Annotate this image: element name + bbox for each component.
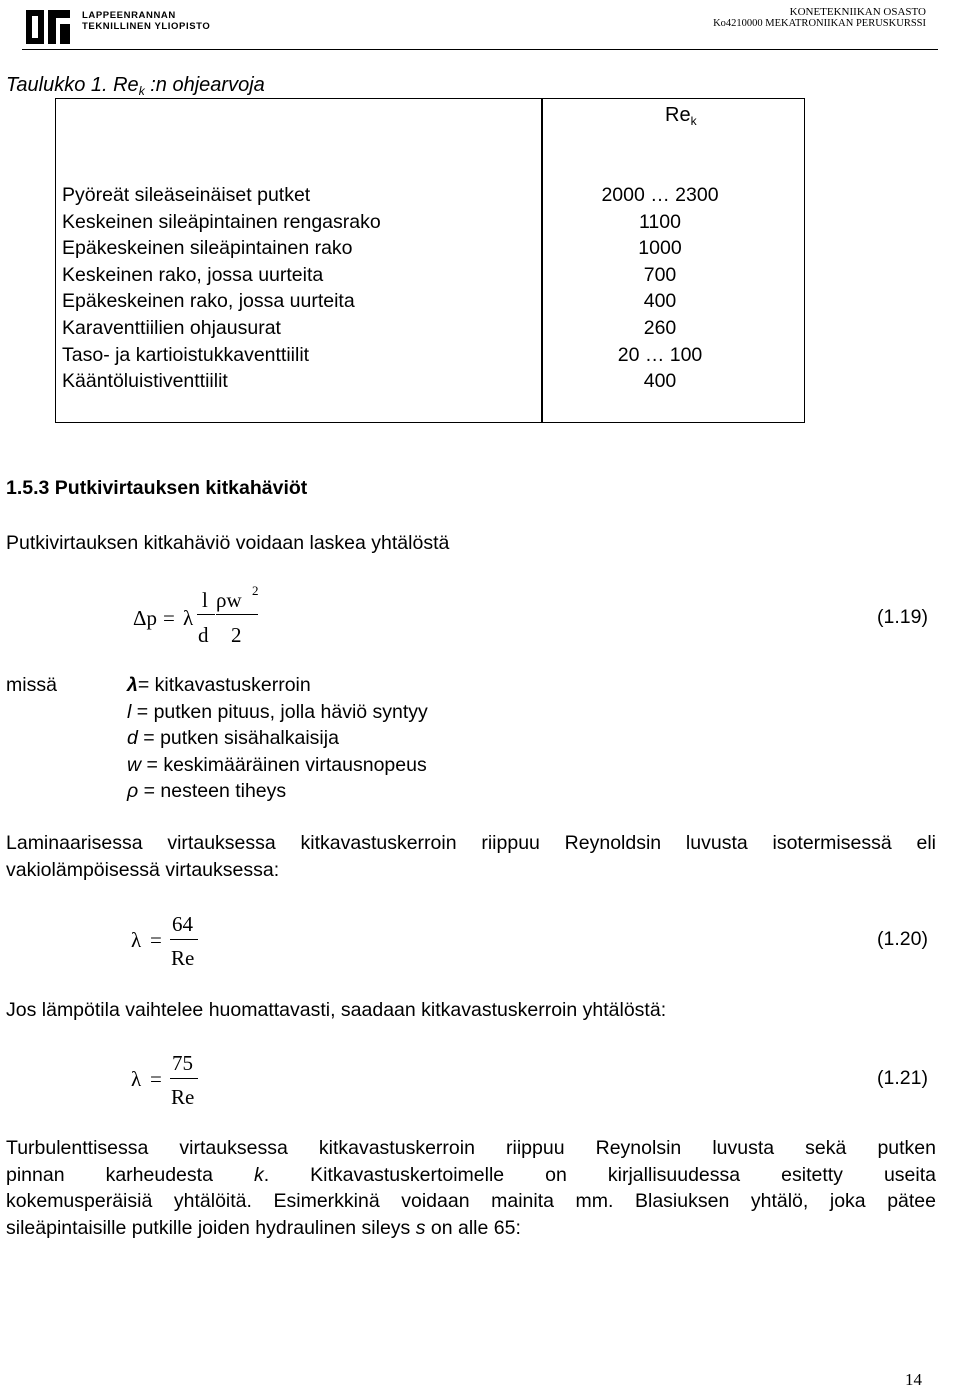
eq20-fraction-bar bbox=[170, 939, 198, 940]
turbulent-line-4 bbox=[6, 1215, 936, 1242]
turbulent-line-4-post: on alle 65: bbox=[425, 1216, 521, 1239]
table-row-label: Keskeinen sileäpintainen rengasrako bbox=[62, 210, 381, 233]
university-logo-icon bbox=[22, 4, 74, 48]
section-heading: 1.5.3 Putkivirtauksen kitkahäviöt bbox=[6, 477, 308, 499]
eq19-lambda: λ bbox=[183, 606, 194, 630]
turbulent-line-4-pre: sileäpintaisille putkille joiden hydraulinen sileys bbox=[6, 1216, 416, 1239]
table-row-value: 260 bbox=[643, 316, 677, 339]
eq21-fraction-bar bbox=[170, 1078, 198, 1079]
column-header-main: Re bbox=[665, 104, 691, 126]
eq21-denominator: Re bbox=[171, 1085, 195, 1109]
definition-symbol: λ bbox=[127, 674, 138, 696]
eq21-numerator: 75 bbox=[172, 1051, 193, 1075]
laminar-line-2: vakiolämpöisessä virtauksessa: bbox=[6, 858, 280, 881]
definition-text: = putken sisähalkaisija bbox=[137, 727, 339, 750]
table-column-header bbox=[665, 104, 697, 128]
eq19-den1: d bbox=[198, 623, 209, 647]
smoothness-symbol: s bbox=[415, 1216, 426, 1239]
table-row-value: 700 bbox=[643, 263, 677, 286]
turbulent-line-2-pre: pinnan karheudesta bbox=[6, 1163, 254, 1186]
definition-item bbox=[127, 752, 428, 779]
laminar-paragraph bbox=[6, 830, 936, 883]
definition-item bbox=[127, 778, 428, 805]
table-label-column bbox=[62, 182, 381, 395]
eq19-den2: 2 bbox=[231, 623, 242, 647]
eq21-number: (1.21) bbox=[877, 1067, 928, 1089]
eq20-number: (1.20) bbox=[877, 928, 928, 950]
table-row-label: Pyöreät sileäseinäiset putket bbox=[62, 184, 311, 206]
definition-text: = nesteen tiheys bbox=[138, 780, 287, 803]
eq20-equals: = bbox=[150, 928, 162, 952]
eq21-equals: = bbox=[150, 1067, 162, 1091]
table-row-value: 400 bbox=[643, 370, 677, 393]
eq19-number: (1.19) bbox=[877, 606, 928, 628]
eq19-num2: ρw bbox=[216, 588, 242, 612]
turbulent-line-1: Turbulenttisessa virtauksessa kitkavastuskerroin riippuu Reynolsin luvusta sekä putken bbox=[6, 1137, 936, 1159]
definition-item bbox=[127, 725, 428, 752]
temperature-paragraph: Jos lämpötila vaihtelee huomattavasti, saadaan kitkavastuskerroin yhtälöstä: bbox=[6, 999, 667, 1021]
eq19-num1: l bbox=[202, 588, 208, 612]
table-row-value: 1100 bbox=[639, 210, 681, 233]
university-name-line2: TEKNILLINEN YLIOPISTO bbox=[82, 21, 211, 32]
table-row-label: Karaventtiilien ohjausurat bbox=[62, 316, 281, 339]
definition-item bbox=[127, 699, 428, 726]
page-number: 14 bbox=[905, 1370, 922, 1389]
table-row-value: 2000 … 2300 bbox=[601, 184, 719, 206]
eq21-lhs: λ bbox=[131, 1067, 142, 1091]
table-row-label: Epäkeskeinen rako, jossa uurteita bbox=[62, 290, 355, 313]
caption-prefix: Taulukko 1. Re bbox=[6, 74, 139, 96]
definition-symbol: ρ bbox=[127, 780, 139, 803]
eq20-lhs: λ bbox=[131, 928, 142, 952]
eq19-equals: = bbox=[163, 606, 175, 630]
eq20-denominator: Re bbox=[171, 946, 195, 970]
turbulent-line-2-post: . Kitkavastuskertoimelle on kirjallisuudessa esitetty useita bbox=[263, 1163, 936, 1186]
header-divider bbox=[22, 49, 938, 50]
table-value-column bbox=[560, 182, 760, 395]
eq19-fraction-bar-2 bbox=[216, 614, 258, 615]
university-name-line1: LAPPEENRANNAN bbox=[82, 10, 176, 21]
table-row-label: Keskeinen rako, jossa uurteita bbox=[62, 263, 324, 286]
turbulent-line-3: kokemusperäisiä yhtälöitä. Esimerkkinä voidaan mainita mm. Blasiuksen yhtälö, joka pätee bbox=[6, 1190, 936, 1213]
turbulent-line-2 bbox=[6, 1162, 936, 1189]
table-column-divider bbox=[541, 98, 543, 423]
table-row-value: 400 bbox=[643, 290, 677, 313]
definition-item bbox=[127, 672, 428, 699]
section-intro: Putkivirtauksen kitkahäviö voidaan laskea yhtälöstä bbox=[6, 532, 450, 554]
table-caption bbox=[6, 74, 265, 98]
caption-suffix: :n ohjearvoja bbox=[144, 74, 265, 96]
department-name: KONETEKNIIKAN OSASTO bbox=[789, 6, 926, 18]
table-row-label: Taso- ja kartioistukkaventtiilit bbox=[62, 343, 310, 366]
definition-symbol: w bbox=[127, 753, 142, 776]
definition-text: = kitkavastuskerroin bbox=[137, 674, 311, 696]
eq19-lhs: Δp bbox=[133, 606, 158, 630]
roughness-symbol: k bbox=[253, 1163, 264, 1186]
course-name: Ko4210000 MEKATRONIIKAN PERUSKURSSI bbox=[713, 18, 926, 29]
table-row-value: 1000 bbox=[638, 237, 682, 260]
laminar-line-1: Laminaarisessa virtauksessa kitkavastuskerroin riippuu Reynoldsin luvusta isotermisessä eli bbox=[6, 832, 936, 854]
eq19-exponent: 2 bbox=[252, 583, 259, 598]
definition-symbol: d bbox=[127, 727, 138, 750]
table-row-value: 20 … 100 bbox=[617, 343, 703, 366]
definition-symbol: l bbox=[127, 700, 132, 723]
definitions-list bbox=[127, 672, 428, 805]
eq20-numerator: 64 bbox=[172, 912, 193, 936]
caption-subscript: k bbox=[138, 84, 145, 98]
turbulent-paragraph bbox=[6, 1135, 936, 1241]
table-row-label: Epäkeskeinen sileäpintainen rako bbox=[62, 237, 353, 260]
definition-text: = putken pituus, jolla häviö syntyy bbox=[131, 700, 428, 723]
definitions-lead: missä bbox=[6, 674, 57, 696]
column-header-sub: k bbox=[690, 114, 697, 128]
table-row-label: Kääntöluistiventtiilit bbox=[62, 370, 228, 393]
definition-text: = keskimääräinen virtausnopeus bbox=[141, 753, 427, 776]
eq19-fraction-bar-1 bbox=[197, 614, 215, 615]
